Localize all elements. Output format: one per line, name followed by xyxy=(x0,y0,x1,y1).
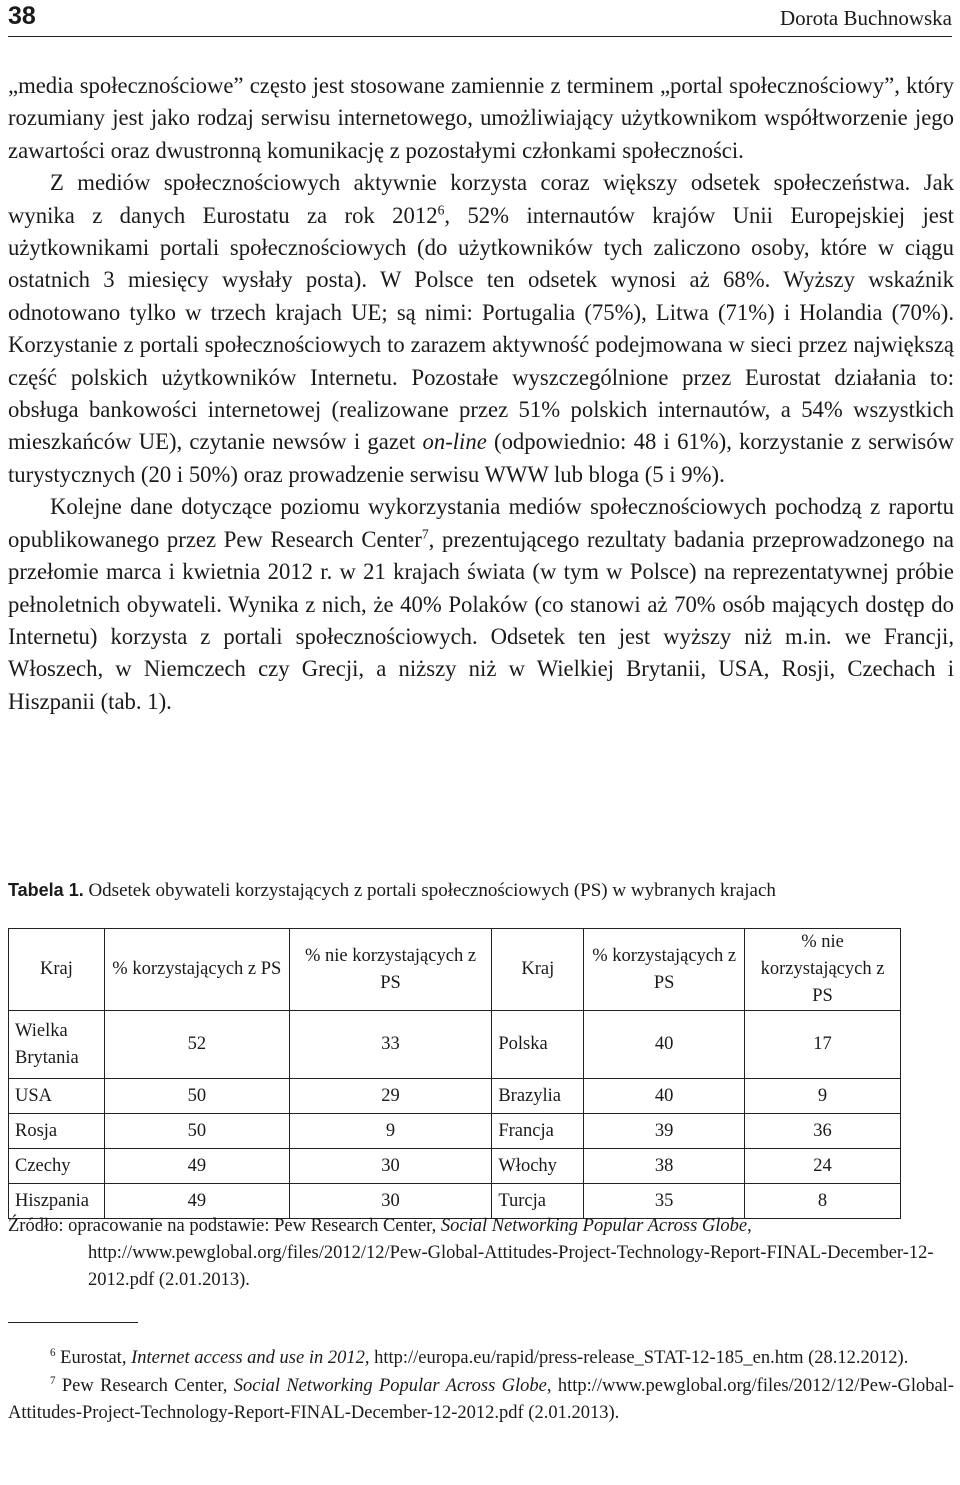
table-caption xyxy=(8,880,776,902)
footnote-6: $^6$ Eurostat, Internet access and use in 2012, http://europa.eu/rapid/press-release_STAT-12-185_en.htm (28.12.2012). xyxy=(50,1346,909,1368)
table-cell: 40 xyxy=(584,1011,745,1079)
source-url[interactable]: http://www.pewglobal.org/files/2012/12/Pew-Global-Attitudes-Project-Technology-Report-FINAL-December-12-2012.pdf (2.01.2013). xyxy=(88,1243,934,1290)
table-cell: Włochy xyxy=(492,1149,584,1184)
column-header: Kraj xyxy=(9,929,105,1011)
table-cell: Rosja xyxy=(9,1114,105,1149)
table-cell: USA xyxy=(9,1079,105,1114)
column-header: % korzystających z PS xyxy=(104,929,289,1011)
table-row xyxy=(9,1149,901,1184)
paragraph-1: „media społecznościowe” często jest stosowane zamiennie z terminem „portal społecznościowy”, który rozumiany jest jako rodzaj serwisu internetowego, umożliwiający użytkownikom współtworzenie jego zawartości oraz dwustronną komunikację z pozostałymi członkami społeczności. xyxy=(8,73,954,163)
running-head-author: Dorota Buchnowska xyxy=(779,6,952,30)
table-cell: 36 xyxy=(745,1114,901,1149)
table-row xyxy=(9,1011,901,1079)
table-caption-label: Tabela 1. xyxy=(8,880,84,900)
table-cell: 9 xyxy=(745,1079,901,1114)
table-cell: Czechy xyxy=(9,1149,105,1184)
table-cell: 50 xyxy=(104,1079,289,1114)
footnote-7: $^7$ Pew Research Center, Social Networking Popular Across Globe, http://www.pewglobal.org/files/2012/12/Pew-Global-Attitudes-Project-Technology-Report-FINAL-December-12-2012.pdf (2.01.2013). xyxy=(8,1374,954,1423)
data-table xyxy=(8,928,901,1219)
table-source: Źródło: opracowanie na podstawie: Pew Research Center, Social Networking Popular Across Globe, http://www.pewglobal.org/files/2012/12/Pew-Global-Attitudes-Project-Technology-Report-FINAL-December-12-2012.pdf (2.01.2013). xyxy=(8,1213,954,1294)
table-cell: 9 xyxy=(289,1114,492,1149)
source-label: Źródło: xyxy=(8,1216,69,1236)
table-header-row xyxy=(9,929,901,1011)
footnotes xyxy=(8,1345,954,1428)
column-header: % nie korzystających z PS xyxy=(289,929,492,1011)
column-header: % korzystających z PS xyxy=(584,929,745,1011)
table-cell: Brazylia xyxy=(492,1079,584,1114)
table-cell: 39 xyxy=(584,1114,745,1149)
table-cell: 38 xyxy=(584,1149,745,1184)
column-header: Kraj xyxy=(492,929,584,1011)
table-row xyxy=(9,1114,901,1149)
table-caption-text: Odsetek obywateli korzystających z portali społecznościowych (PS) w wybranych krajach xyxy=(83,880,776,901)
table-cell: 33 xyxy=(289,1011,492,1079)
footnote-number: 6 xyxy=(50,1346,56,1359)
table-cell: 49 xyxy=(104,1149,289,1184)
body-text xyxy=(8,70,954,718)
paragraph-3: Kolejne dane dotyczące poziomu wykorzystania mediów społecznościowych pochodzą z raportu opublikowanego przez Pew Research Center$^7$, prezentującego rezultaty badania przeprowadzonego na przełomie marca i kwietnia 2012 r. w 21 krajach świata (w tym w Polsce) na reprezentatywnej próbie pełnoletnich obywateli. Wynika z nich, że 40% Polaków (co stanowi aż 70% osób mających dostęp do Internetu) korzysta z portali społecznościowych. Odsetek ten jest wyższy niż m.in. we Francji, Włoszech, w Niemczech czy Grecji, a niższy niż w Wielkiej Brytanii, USA, Rosji, Czechach i Hiszpanii (tab. 1). xyxy=(8,494,954,714)
table-cell: 40 xyxy=(584,1079,745,1114)
table-cell: 52 xyxy=(104,1011,289,1079)
table-cell: 17 xyxy=(745,1011,901,1079)
footnote-ref-6[interactable]: 6 xyxy=(437,202,445,218)
table-cell: 30 xyxy=(289,1149,492,1184)
table-row xyxy=(9,1079,901,1114)
table-cell: 30 xyxy=(289,1184,492,1219)
table-cell: 35 xyxy=(584,1184,745,1219)
table-cell: Francja xyxy=(492,1114,584,1149)
table-cell: Polska xyxy=(492,1011,584,1079)
table-cell: 50 xyxy=(104,1114,289,1149)
footnote-ref-7[interactable]: 7 xyxy=(421,526,429,542)
table-cell: Turcja xyxy=(492,1184,584,1219)
table-cell: 49 xyxy=(104,1184,289,1219)
table-cell: 8 xyxy=(745,1184,901,1219)
footnote-separator xyxy=(8,1322,138,1323)
table-cell: 29 xyxy=(289,1079,492,1114)
table-cell: Wielka Brytania xyxy=(9,1011,105,1079)
footnote-number: 7 xyxy=(50,1374,56,1387)
column-header: % nie korzystających z PS xyxy=(745,929,901,1011)
page-number: 38 xyxy=(8,2,36,30)
table-cell: Hiszpania xyxy=(9,1184,105,1219)
paragraph-2: Z mediów społecznościowych aktywnie korzysta coraz większy odsetek społeczeństwa. Jak wynika z danych Eurostatu za rok 2012$^6$, 52% internautów krajów Unii Europejskiej jest użytkownikami portali społecznościowych (do użytkowników tych zaliczono osoby, które w ciągu ostatnich 3 miesięcy wysłały posta). W Polsce ten odsetek wynosi aż 68%. Wyższy wskaźnik odnotowano tylko w trzech krajach UE; są nimi: Portugalia (75%), Litwa (71%) i Holandia (70%). Korzystanie z portali społecznościowych to zarazem aktywność podejmowana w sieci przez największą część polskich użytkowników Internetu. Pozostałe wyszczególnione przez Eurostat działania to: obsługa bankowości internetowej (realizowane przez 51% polskich internautów, a 54% wszystkich mieszkańców UE), czytanie newsów i gazet on-line (odpowiednio: 48 i 61%), korzystanie z serwisów turystycznych (20 i 50%) oraz prowadzenie serwisu WWW lub bloga (5 i 9%). xyxy=(8,170,954,487)
running-header xyxy=(8,0,952,37)
table-cell: 24 xyxy=(745,1149,901,1184)
